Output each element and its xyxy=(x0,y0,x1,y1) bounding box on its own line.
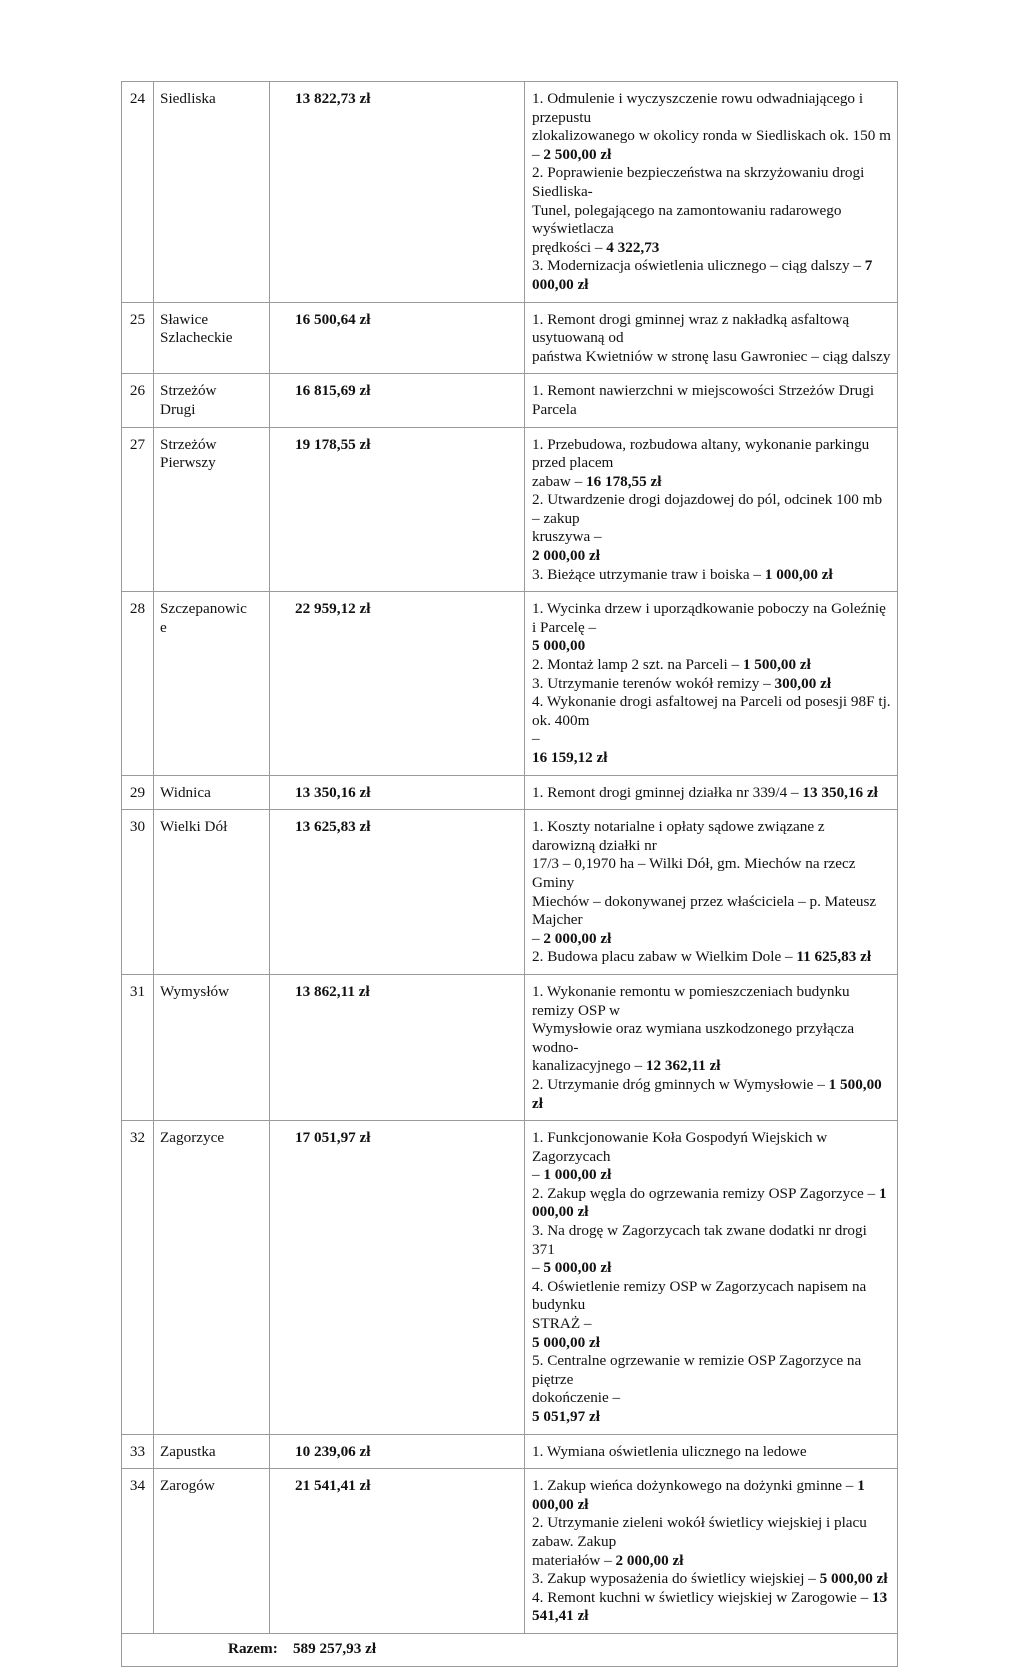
description-text: 2. Utrzymanie dróg gminnych w Wymysłowie – xyxy=(532,1075,829,1093)
description-line xyxy=(532,983,891,1020)
row-number: 31 xyxy=(122,974,154,1120)
description-text: 1. Koszty notarialne i opłaty sądowe związane z darowizną działki nr xyxy=(532,818,825,854)
amount-text: 1 500,00 zł xyxy=(742,656,811,674)
village-name xyxy=(154,592,270,775)
amount-text: 5 000,00 zł xyxy=(532,1333,600,1351)
amount-text: 4 322,73 xyxy=(606,238,660,256)
village-name-line: Pierwszy xyxy=(160,454,216,472)
amount-text: 2 000,00 zł xyxy=(615,1551,684,1569)
description-line xyxy=(532,202,891,239)
village-name xyxy=(154,974,270,1120)
amount-text: 16 159,12 zł xyxy=(532,749,608,766)
amount-text: 2 000,00 zł xyxy=(543,929,612,947)
description-line xyxy=(532,600,891,637)
row-number: 25 xyxy=(122,302,154,374)
description-text: państwa Kwietniów w stronę lasu Gawroniec – ciąg dalszy xyxy=(532,347,891,365)
amount-text: 5 000,00 zł xyxy=(819,1570,888,1588)
amount-text: 5 000,00 xyxy=(532,637,586,655)
description-line xyxy=(532,948,891,967)
task-description xyxy=(525,82,898,303)
description-text: 4. Wykonanie drogi asfaltowej na Parceli od posesji 98F tj. ok. 400m xyxy=(532,693,891,729)
village-name xyxy=(154,82,270,303)
village-name xyxy=(154,1121,270,1435)
row-number: 32 xyxy=(122,1121,154,1435)
description-line xyxy=(532,239,891,258)
amount-text: 7 000,00 zł xyxy=(532,257,873,293)
allocated-amount: 21 541,41 zł xyxy=(270,1469,525,1634)
description-line xyxy=(532,1129,891,1166)
description-text: 4. Oświetlenie remizy OSP w Zagorzycach napisem na budynku xyxy=(532,1277,867,1314)
description-text: zlokalizowanego w okolicy ronda w Siedliskach ok. 150 m xyxy=(532,127,891,145)
description-line xyxy=(532,1334,891,1353)
amount-text: 1 000,00 zł xyxy=(532,1477,865,1513)
table-row xyxy=(122,810,898,975)
description-text: 3. Na drogę w Zagorzycach tak zwane dodatki nr drogi 371 xyxy=(532,1222,867,1258)
description-text: 17/3 – 0,1970 ha – Wilki Dół, gm. Miechów na rzecz Gminy xyxy=(532,855,856,891)
task-description xyxy=(525,302,898,374)
allocated-amount: 16 815,69 zł xyxy=(270,374,525,427)
table-row xyxy=(122,374,898,427)
table-row xyxy=(122,427,898,592)
description-text: 1. Wykonanie remontu w pomieszczeniach budynku remizy OSP w xyxy=(532,982,850,1019)
village-name-line: Widnica xyxy=(160,783,211,801)
table-row xyxy=(122,1121,898,1435)
description-line xyxy=(532,930,891,949)
description-line xyxy=(532,1259,891,1278)
table-row xyxy=(122,974,898,1120)
description-line xyxy=(532,473,891,492)
description-line xyxy=(532,1222,891,1259)
description-text: 2. Zakup węgla do ogrzewania remizy OSP Zagorzyce – xyxy=(532,1184,879,1202)
description-text: 3. Zakup wyposażenia do świetlicy wiejskiej – xyxy=(532,1570,820,1588)
description-line xyxy=(532,1477,891,1514)
task-description xyxy=(525,1469,898,1634)
village-name-line: Szlacheckie xyxy=(160,329,233,347)
description-line xyxy=(532,436,891,473)
task-description xyxy=(525,374,898,427)
description-line xyxy=(532,257,891,294)
description-text: 3. Bieżące utrzymanie traw i boiska – xyxy=(532,565,765,583)
table-row xyxy=(122,775,898,810)
amount-text: 12 362,11 zł xyxy=(645,1057,721,1075)
description-line xyxy=(532,656,891,675)
village-name-line: Wielki Dół xyxy=(160,818,228,836)
description-line xyxy=(532,1315,891,1334)
description-text: Miechów – dokonywanej przez właściciela – p. Mateusz Majcher xyxy=(532,892,877,929)
description-text: – xyxy=(532,1259,544,1277)
amount-text: 5 000,00 zł xyxy=(543,1259,612,1277)
description-line xyxy=(532,730,891,749)
description-line xyxy=(532,893,891,930)
description-line xyxy=(532,90,891,127)
amount-text: 300,00 zł xyxy=(774,674,832,692)
description-line xyxy=(532,127,891,146)
description-text: 1. Przebudowa, rozbudowa altany, wykonanie parkingu przed placem xyxy=(532,435,870,472)
description-text: zabaw – xyxy=(532,472,586,490)
description-line xyxy=(532,348,891,367)
row-number: 24 xyxy=(122,82,154,303)
description-text: 5. Centralne ogrzewanie w remizie OSP Zagorzyce na piętrze xyxy=(532,1352,862,1388)
description-line xyxy=(532,749,891,768)
village-name-line: Strzeżów xyxy=(160,382,217,400)
amount-text: 13 350,16 zł xyxy=(802,783,878,801)
village-name-line: Wymysłów xyxy=(160,982,230,1000)
village-name-line: Zapustka xyxy=(160,1442,216,1460)
description-line xyxy=(532,1408,891,1427)
village-name-line: Drugi xyxy=(160,400,196,418)
table-row xyxy=(122,1434,898,1469)
description-text: Tunel, polegającego na zamontowaniu radarowego wyświetlacza xyxy=(532,201,842,238)
task-description xyxy=(525,1121,898,1435)
amount-text: 1 000,00 zł xyxy=(764,565,833,583)
description-text: STRAŻ – xyxy=(532,1315,592,1333)
allocated-amount: 22 959,12 zł xyxy=(270,592,525,775)
village-name-line: Zarogów xyxy=(160,1477,215,1495)
task-description xyxy=(525,810,898,975)
amount-text: 2 500,00 zł xyxy=(543,145,612,163)
description-text: – xyxy=(532,730,540,748)
village-name-line: Zagorzyce xyxy=(160,1129,225,1147)
description-line xyxy=(532,784,891,803)
description-line xyxy=(532,547,891,566)
table-row xyxy=(122,592,898,775)
village-name xyxy=(154,1434,270,1469)
amount-text: 2 000,00 zł xyxy=(532,547,600,565)
village-name xyxy=(154,810,270,975)
amount-text: 13 541,41 zł xyxy=(532,1588,888,1625)
total-value: 589 257,93 zł xyxy=(292,1639,377,1657)
table-row xyxy=(122,82,898,303)
description-line xyxy=(532,1278,891,1315)
description-text: 2. Utrzymanie zieleni wokół świetlicy wiejskiej i placu zabaw. Zakup xyxy=(532,1514,867,1550)
allocated-amount: 13 822,73 zł xyxy=(270,82,525,303)
description-line xyxy=(532,637,891,656)
allocated-amount: 13 625,83 zł xyxy=(270,810,525,975)
village-name-line: Sławice xyxy=(160,310,209,328)
amount-text: 5 051,97 zł xyxy=(532,1408,600,1425)
row-number: 27 xyxy=(122,427,154,592)
village-name xyxy=(154,302,270,374)
description-line xyxy=(532,1514,891,1551)
allocated-amount: 19 178,55 zł xyxy=(270,427,525,592)
description-text: 1. Zakup wieńca dożynkowego na dożynki gminne – xyxy=(532,1477,858,1495)
amount-text: 1 000,00 zł xyxy=(543,1166,612,1184)
amount-text: 11 625,83 zł xyxy=(796,948,872,966)
total-cell xyxy=(122,1633,898,1666)
village-name-line: e xyxy=(160,618,167,636)
description-text: – xyxy=(532,1166,544,1184)
description-line xyxy=(532,1166,891,1185)
total-label: Razem: xyxy=(228,1639,278,1657)
description-text: 2. Montaż lamp 2 szt. na Parceli – xyxy=(532,656,743,674)
village-name xyxy=(154,427,270,592)
description-text: 1. Remont drogi gminnej wraz z nakładką asfaltową usytuowaną od xyxy=(532,310,850,347)
task-description xyxy=(525,775,898,810)
description-line xyxy=(532,675,891,694)
description-text: 1. Remont drogi gminnej działka nr 339/4 – xyxy=(532,783,803,801)
description-text: 2. Utwardzenie drogi dojazdowej do pól, odcinek 100 mb – zakup xyxy=(532,491,883,527)
description-line xyxy=(532,491,891,528)
amount-text: 1 500,00 zł xyxy=(532,1075,882,1112)
description-text: 2. Budowa placu zabaw w Wielkim Dole – xyxy=(532,948,797,966)
description-text: kruszywa – xyxy=(532,528,602,546)
allocated-amount: 10 239,06 zł xyxy=(270,1434,525,1469)
table-row xyxy=(122,1469,898,1634)
village-name xyxy=(154,1469,270,1634)
amount-text: 1 000,00 zł xyxy=(532,1184,887,1221)
row-number: 30 xyxy=(122,810,154,975)
task-description xyxy=(525,427,898,592)
description-line xyxy=(532,1057,891,1076)
task-description xyxy=(525,592,898,775)
allocated-amount: 17 051,97 zł xyxy=(270,1121,525,1435)
village-name xyxy=(154,374,270,427)
row-number: 26 xyxy=(122,374,154,427)
description-text: 1. Odmulenie i wyczyszczenie rowu odwadniającego i przepustu xyxy=(532,90,864,126)
description-line xyxy=(532,1352,891,1389)
task-description xyxy=(525,1434,898,1469)
description-line xyxy=(532,693,891,730)
description-text: 1. Wymiana oświetlenia ulicznego na ledowe xyxy=(532,1442,807,1460)
description-text: kanalizacyjnego – xyxy=(532,1057,646,1075)
description-text: dokończenie – xyxy=(532,1389,621,1407)
description-line xyxy=(532,311,891,348)
allocated-amount: 13 862,11 zł xyxy=(270,974,525,1120)
description-line xyxy=(532,1389,891,1408)
description-text: – xyxy=(532,145,544,163)
task-description xyxy=(525,974,898,1120)
fund-allocation-table xyxy=(121,81,898,1667)
village-name-line: Strzeżów xyxy=(160,435,217,453)
description-text: 3. Utrzymanie terenów wokół remizy – xyxy=(532,674,775,692)
description-line xyxy=(532,1570,891,1589)
description-line xyxy=(532,818,891,855)
description-line xyxy=(532,1443,891,1462)
row-number: 34 xyxy=(122,1469,154,1634)
description-text: 4. Remont kuchni w świetlicy wiejskiej w Zarogowie – xyxy=(532,1588,872,1606)
description-line xyxy=(532,1552,891,1571)
description-line xyxy=(532,566,891,585)
description-text: 1. Funkcjonowanie Koła Gospodyń Wiejskich w Zagorzycach xyxy=(532,1129,828,1165)
description-text: 2. Poprawienie bezpieczeństwa na skrzyżowaniu drogi Siedliska- xyxy=(532,164,865,200)
village-name-line: Siedliska xyxy=(160,90,216,107)
description-line xyxy=(532,164,891,201)
row-number: 28 xyxy=(122,592,154,775)
total-row xyxy=(122,1633,898,1666)
table-row xyxy=(122,302,898,374)
description-line xyxy=(532,528,891,547)
description-line xyxy=(532,382,891,419)
row-number: 29 xyxy=(122,775,154,810)
table-body xyxy=(122,82,898,1634)
village-name-line: Szczepanowic xyxy=(160,600,247,618)
description-text: Wymysłowie oraz wymiana uszkodzonego przyłącza wodno- xyxy=(532,1020,855,1056)
document-page xyxy=(121,81,897,1667)
description-text: – xyxy=(532,929,544,947)
description-line xyxy=(532,1589,891,1626)
description-text: 3. Modernizacja oświetlenia ulicznego – ciąg dalszy – xyxy=(532,257,865,275)
amount-text: 16 178,55 zł xyxy=(585,472,662,490)
description-line xyxy=(532,1020,891,1057)
description-line xyxy=(532,855,891,892)
allocated-amount: 16 500,64 zł xyxy=(270,302,525,374)
description-line xyxy=(532,1185,891,1222)
description-text: materiałów – xyxy=(532,1551,616,1569)
description-text: 1. Wycinka drzew i uporządkowanie poboczy na Goleźnię i Parcelę – xyxy=(532,600,886,636)
description-line xyxy=(532,146,891,165)
description-text: 1. Remont nawierzchni w miejscowości Strzeżów Drugi Parcela xyxy=(532,382,875,418)
allocated-amount: 13 350,16 zł xyxy=(270,775,525,810)
village-name xyxy=(154,775,270,810)
description-line xyxy=(532,1076,891,1113)
description-text: prędkości – xyxy=(532,238,607,256)
row-number: 33 xyxy=(122,1434,154,1469)
